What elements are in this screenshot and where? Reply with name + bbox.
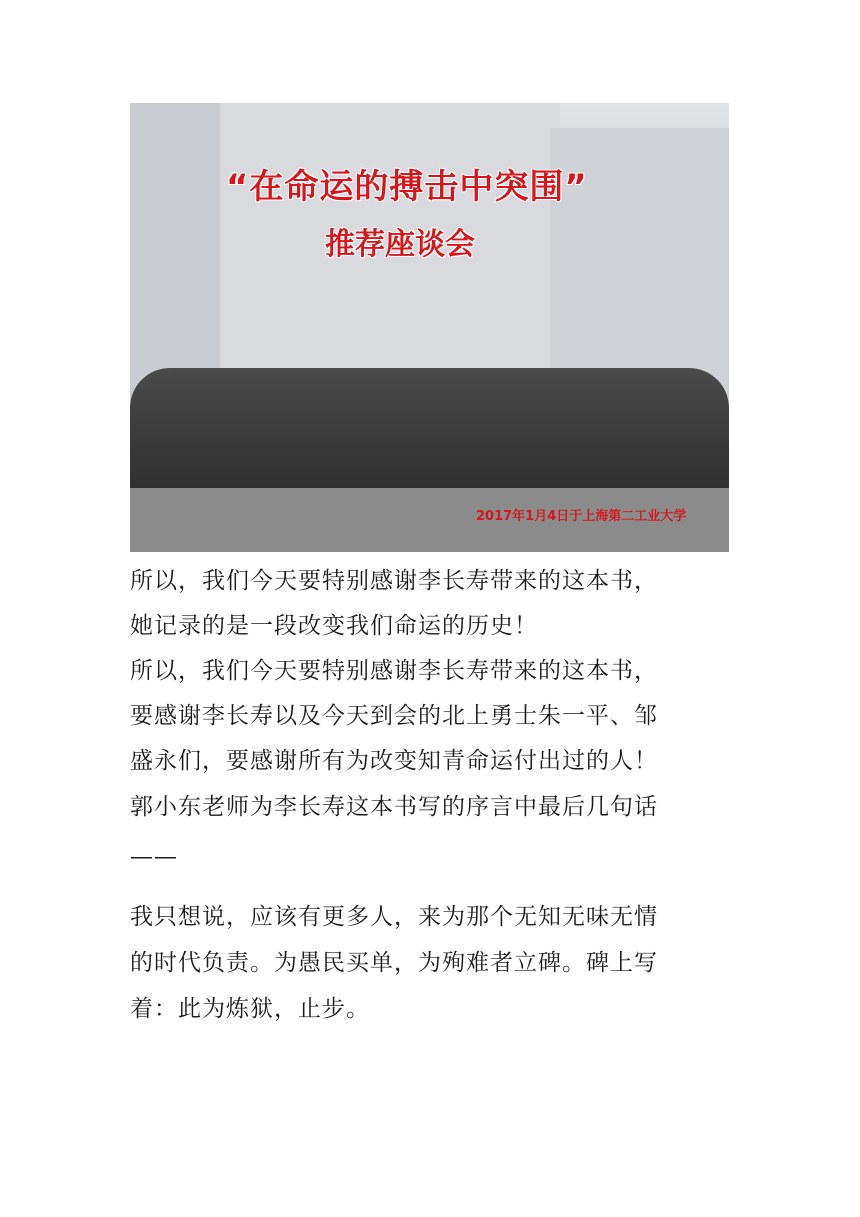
paragraph-line: 盛永们，要感谢所有为改变知青命运付出过的人！ — [130, 748, 658, 774]
crowd — [130, 368, 729, 498]
photo-subtitle: 推荐座谈会 — [325, 227, 475, 262]
dash-line: —— — [130, 844, 178, 870]
photo-caption: 2017年1月4日于上海第二工业大学 — [476, 509, 687, 524]
building-left — [130, 103, 220, 403]
paragraph-line: 着：此为炼狱，止步。 — [130, 996, 370, 1022]
photo-title: “在命运的搏击中突围” — [226, 167, 588, 207]
paragraph-line: 的时代负责。为愚民买单，为殉难者立碑。碑上写 — [130, 950, 658, 976]
paragraph-line: 她记录的是一段改变我们命运的历史！ — [130, 613, 538, 639]
paragraph-line: 所以，我们今天要特别感谢李长寿带来的这本书， — [130, 658, 658, 684]
paragraph-line: 要感谢李长寿以及今天到会的北上勇士朱一平、邹 — [130, 703, 658, 729]
group-photo — [130, 103, 729, 552]
paragraph-line: 郭小东老师为李长寿这本书写的序言中最后几句话 — [130, 794, 658, 820]
paragraph-line: 我只想说，应该有更多人，来为那个无知无味无情 — [130, 904, 658, 930]
paragraph-line: 所以，我们今天要特别感谢李长寿带来的这本书， — [130, 568, 658, 594]
